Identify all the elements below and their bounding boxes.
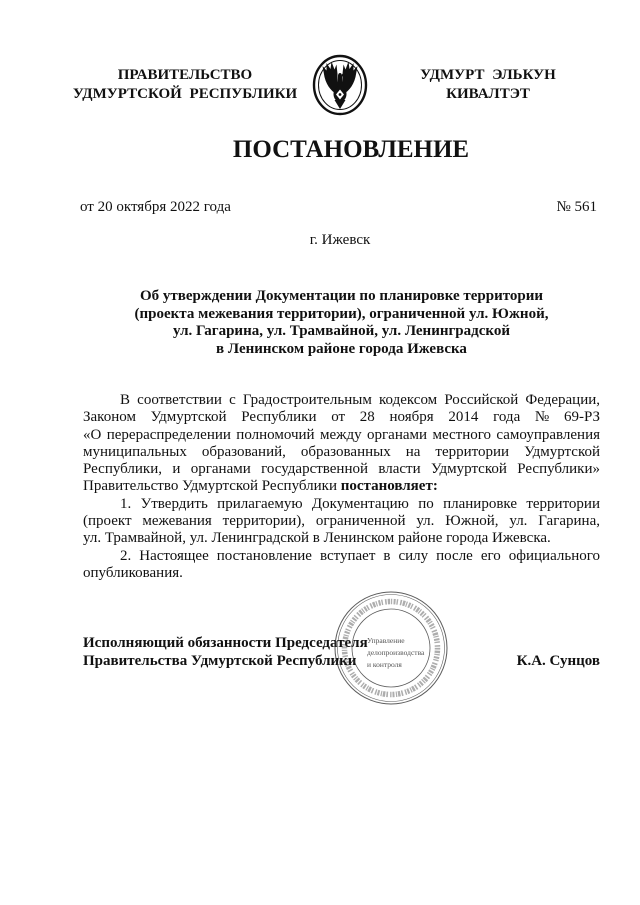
issuer-line: ПРАВИТЕЛЬСТВО [117,67,253,83]
issuer-line: КИВАЛТЭТ [446,86,530,102]
document-number: № 561 [556,199,597,215]
body-line: (проект межевания территории), ограниченной ул. Южной, ул. Гагарина, [83,513,600,530]
paragraph-item-2 [83,548,600,583]
document-type-heading: ПОСТАНОВЛЕНИЕ [232,136,470,163]
issuer-name-udmurt [400,66,576,104]
document-title [83,288,600,359]
body-line: 2. Настоящее постановление вступает в силу после его официального [120,547,600,564]
issuer-line: УДМУРТСКОЙ РЕСПУБЛИКИ [72,86,298,102]
body-line: 1. Утвердить прилагаемую Документацию по планировке территории [120,495,600,512]
title-line: Об утверждении Документации по планировке территории [139,288,544,304]
paragraph-preamble [83,392,600,496]
coat-of-arms-icon [312,54,368,116]
title-line: (проекта межевания территории), ограниченной ул. Южной, [134,305,549,322]
decree-keyword: постановляет: [340,478,438,495]
body-line [83,478,600,495]
document-date: от 20 октября 2022 года [80,199,231,215]
body-line: В соответствии с Градостроительным кодексом Российской Федерации, [120,392,600,408]
body-line-plain: Правительство Удмуртской Республики [83,478,337,495]
body-line: муниципальных образований, образованных на территории Удмуртской [83,443,600,460]
stamp-text: Управление [367,636,405,645]
issuer-line: УДМУРТ ЭЛЬКУН [420,67,556,83]
signatory-position-line: Правительства Удмуртской Республики [83,653,357,669]
signatory-position [83,634,368,670]
body-line: «О перераспределении полномочий между органами местного самоуправления [83,426,600,443]
stamp-text: и контроля [367,660,402,669]
body-line: опубликования. [83,564,183,581]
issuer-name-russian [60,66,310,104]
document-city: г. Ижевск [309,232,371,248]
stamp-text: делопроизводства [367,648,425,657]
title-line: ул. Гагарина, ул. Трамвайной, ул. Ленинградской [173,323,510,340]
body-line: ул. Трамвайной, ул. Ленинградской в Ленинском районе города Ижевска. [83,530,551,547]
title-line: в Ленинском районе города Ижевска [216,341,467,358]
signatory-position-line: Исполняющий обязанности Председателя [83,635,368,651]
body-line: Республики, и органами государственной власти Удмуртской Республики» [83,461,600,478]
paragraph-item-1 [83,496,600,548]
document-body [83,392,600,582]
signatory-name: К.А. Сунцов [516,653,600,669]
body-line: Законом Удмуртской Республики от 28 ноября 2014 года № 69-РЗ [83,409,600,426]
